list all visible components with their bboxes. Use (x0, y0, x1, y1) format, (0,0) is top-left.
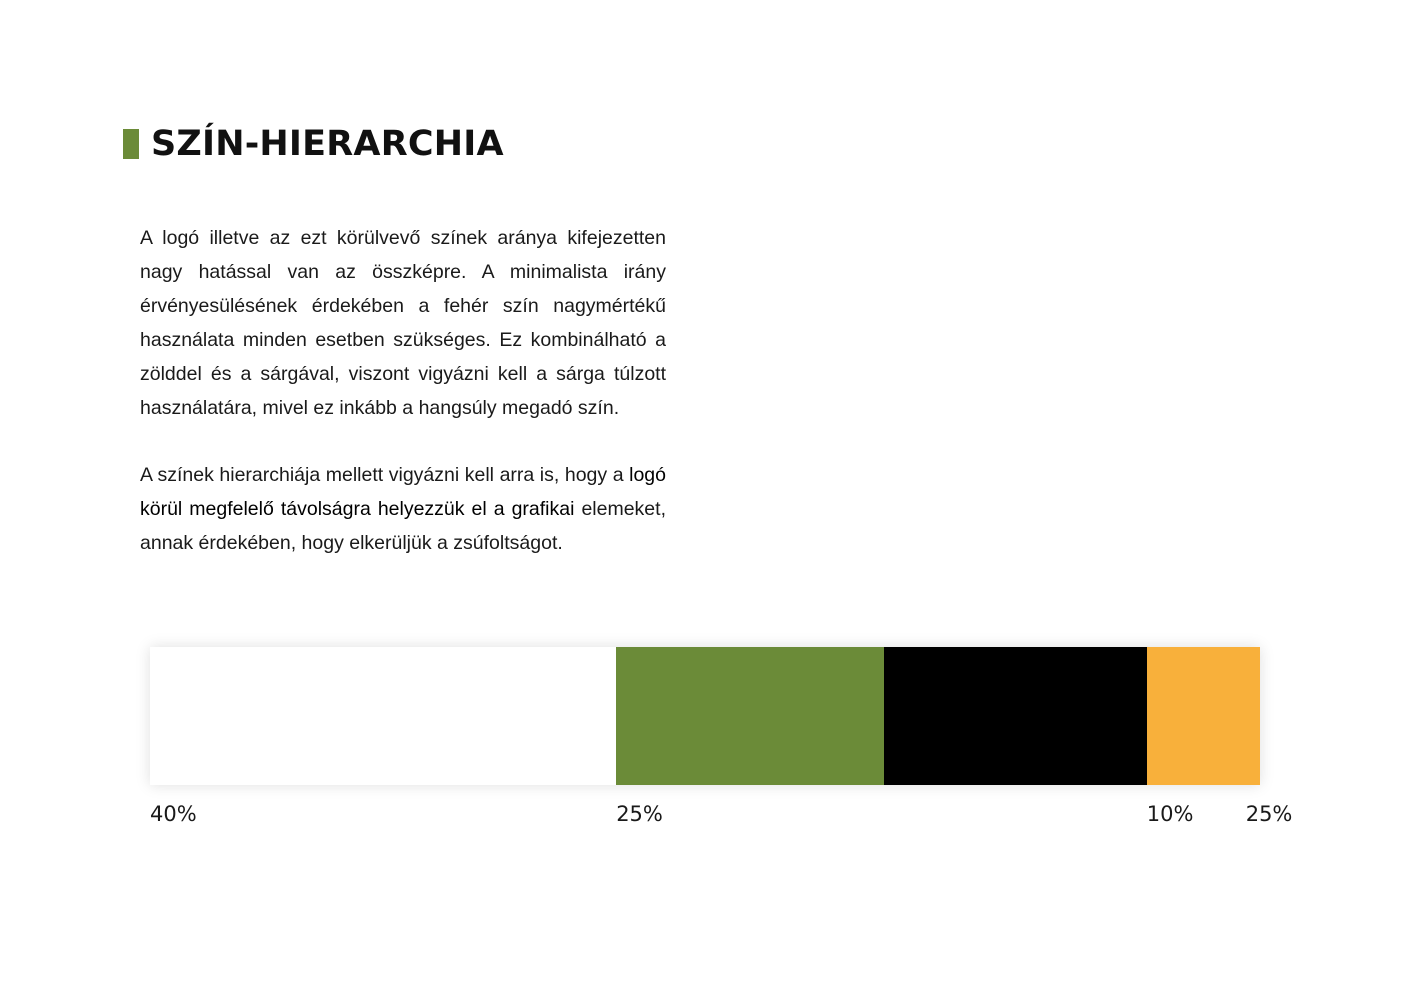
color-proportion-bar (150, 647, 1260, 785)
percent-label-white: 40% (150, 802, 197, 826)
page-title: SZÍN-HIERARCHIA (151, 124, 504, 164)
paragraph-2-part-2: elemeket, annak érdekében, hogy elkerüljük a zsúfoltságot. (140, 498, 666, 554)
paragraph-1: A logó illetve az ezt körülvevő színek aránya kifejezetten nagy hatással van az összképre. A minimalista irány érvényesülésének érdekében a fehér szín nagymértékű használata minden esetben szükséges. Ez kombinálható a zölddel és a sárgával, viszont vigyázni kell a sárga túlzott használatára, mivel ez inkább a hangsúly megadó szín. (140, 227, 666, 419)
color-proportion-labels (150, 799, 1293, 829)
percent-label-yellow: 10% (1146, 802, 1194, 826)
color-segment-black (884, 647, 1147, 785)
heading (123, 122, 504, 166)
paragraph-2 (140, 458, 666, 560)
paragraph-2-part-1: A színek hierarchiája mellett vigyázni kell arra is, hogy a (140, 464, 630, 486)
paragraph-2-emphasis: logó körül megfelelő távolságra helyezzük el a grafikai (140, 464, 666, 520)
percent-label-green: 25% (616, 802, 663, 826)
color-segment-green (616, 647, 884, 785)
color-segment-yellow (1147, 647, 1260, 785)
color-segment-white (150, 647, 616, 785)
title-marker (123, 129, 139, 159)
percent-label-black: 25% (1245, 802, 1293, 826)
